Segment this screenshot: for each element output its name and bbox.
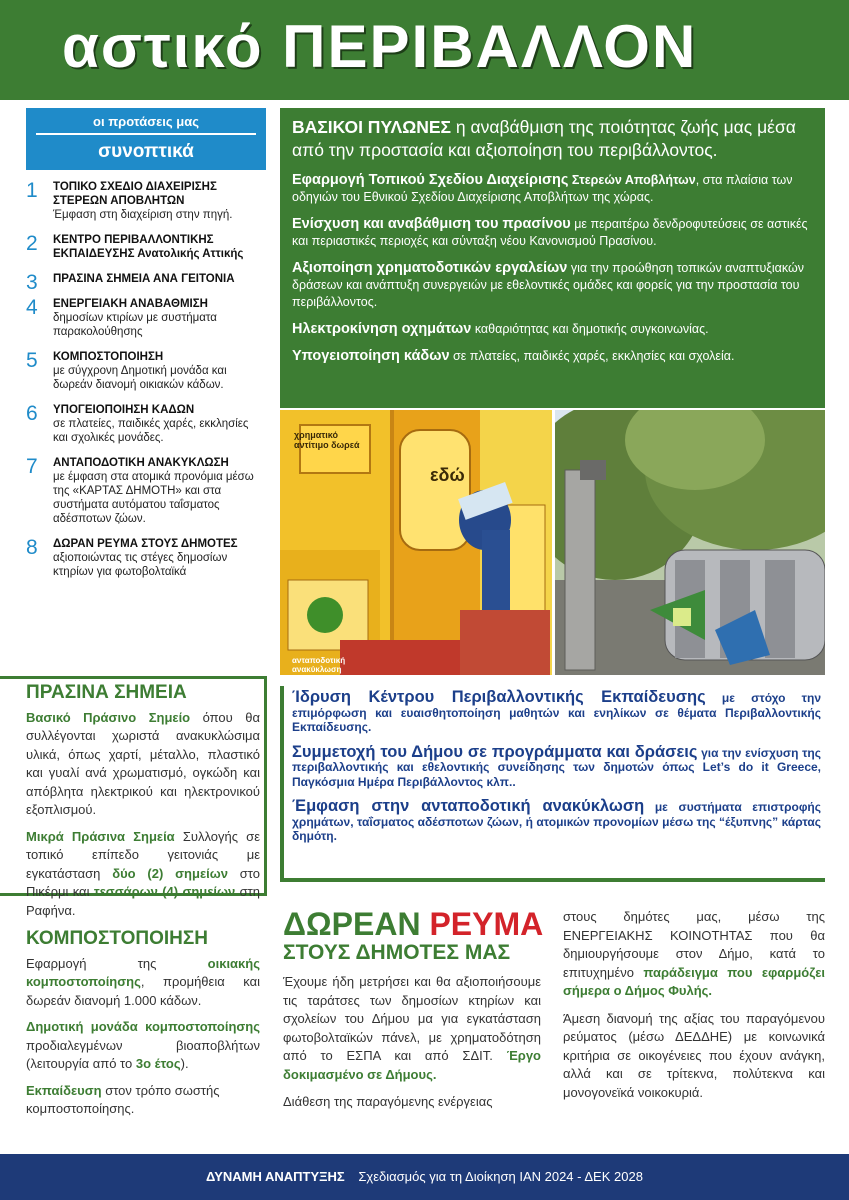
bold-term: δύο (2) σημείων: [112, 865, 228, 881]
pillar-bold: Αξιοποίηση χρηματοδοτικών εργαλείων: [292, 260, 568, 276]
green-points-heading: ΠΡΑΣΙΝΑ ΣΗΜΕΙΑ: [26, 682, 187, 703]
item-number: 3: [26, 271, 38, 294]
green-points-section: [26, 684, 260, 1127]
item-title: ΚΟΜΠΟΣΤΟΠΟΙΗΣΗ: [53, 351, 164, 363]
summary-header: [26, 108, 266, 170]
pillars-box: [280, 108, 825, 408]
item-title: ΔΩΡΑΝ ΡΕΥΜΑ ΣΤΟΥΣ ΔΗΜΟΤΕΣ: [53, 538, 238, 550]
footer-bar: [0, 1154, 849, 1200]
header-banner: [0, 0, 849, 100]
education-box: [280, 686, 825, 882]
underground-bins-photo: [555, 410, 825, 675]
education-text: για την ενίσχυση της περιβαλλοντικής και εθελοντικής συνείδησης των δημοτών όπως Let’s do it Greece, Παγκόσμια Ημέρα Περιβάλλοντος κλπ..: [292, 745, 821, 789]
pillar-bold: Υπογειοποίηση κάδων: [292, 348, 450, 364]
bold-term: Εκπαίδευση: [26, 1082, 102, 1098]
footer-brand: ΔΥΝΑΜΗ ΑΝΑΠΤΥΞΗΣ: [206, 1169, 345, 1184]
item-description: αξιοποιώντας τις στέγες δημοσίων κτηρίων για φωτοβολταϊκά: [53, 552, 228, 578]
item-title: ΑΝΤΑΠΟΔΟΤΙΚΗ ΑΝΑΚΥΚΛΩΣΗ: [53, 457, 229, 469]
body-text: στον τρόπο σωστής κομποστοποίησης.: [26, 1082, 220, 1116]
item-number: 1: [26, 179, 38, 202]
body-text: ).: [180, 1056, 189, 1071]
item-title: ΚΕΝΤΡΟ ΠΕΡΙΒΑΛΛΟΝΤΙΚΗΣ ΕΚΠΑΙΔΕΥΣΗΣ Ανατολικής Αττικής: [53, 234, 244, 260]
item-title: ΥΠΟΓΕΙΟΠΟΙΗΣΗ ΚΑΔΩΝ: [53, 404, 195, 416]
free-power-col1-p1: [283, 973, 541, 1084]
composting-p1: [26, 955, 260, 1011]
body-text: στη Ραφήνα.: [26, 884, 260, 918]
pillars-heading-bold: ΒΑΣΙΚΟΙ ΠΥΛΩΝΕΣ: [292, 117, 452, 137]
free-power-column-2: [563, 908, 825, 1111]
bold-term: Δημοτική μονάδα κομποστοποίησης: [26, 1019, 260, 1034]
underground-bins-illustration: [555, 410, 825, 675]
education-text: με στόχο την επιμόρφωση και ευαισθητοποίηση μαθητών και ενηλίκων σε θέματα Περιβαλλοντικής Εκπαίδευσης.: [292, 691, 821, 734]
item-number: 2: [26, 232, 38, 255]
free-power-title: [283, 906, 543, 943]
green-points-small: [26, 828, 260, 921]
summary-item-4: [26, 297, 266, 339]
recycling-machine-photo: [280, 410, 552, 675]
item-description: με έμφαση στα ατομικά προνόμια μέσω της «ΚΑΡΤΑΣ ΔΗΜΟΤΗ» και στα συστήματα αυτόματου ταΐσματος αδέσποτων ζώων.: [53, 471, 254, 525]
page-title: αστικό ΠΕΡΙΒΑΛΛΟΝ: [62, 13, 698, 80]
education-item-2: [292, 742, 821, 790]
bold-term: τεσσάρων (4) σημείων: [93, 884, 236, 899]
summary-list: [26, 180, 266, 590]
summary-item-7: [26, 456, 266, 526]
bold-term: 3ο έτος: [135, 1056, 181, 1071]
body-text: Συλλογής σε τοπικό επίπεδο γειτονιάς με εγκατάσταση: [26, 828, 260, 881]
education-bold: Έμφαση στην ανταποδοτική ανακύκλωση: [292, 797, 645, 815]
footer-text: Σχεδιασμός για τη Διοίκηση ΙΑΝ 2024 - ΔΕΚ 2028: [358, 1169, 643, 1184]
body-text: προδιαλεγμένων βιοαποβλήτων (λειτουργία από το: [26, 1037, 260, 1071]
footer-content: [0, 1169, 849, 1184]
education-item-3: [292, 799, 821, 844]
free-power-col1-p2: Διάθεση της παραγόμενης ενέργειας: [283, 1094, 493, 1109]
summary-title: συνοπτικά: [98, 141, 194, 162]
free-power-title-part1: ΔΩΡΕΑΝ: [283, 906, 430, 942]
body-text: , προμήθεια και δωρεάν διανομή 1.000 κάδων.: [26, 974, 260, 1008]
summary-item-6: [26, 403, 266, 445]
pillar-item-5: [292, 348, 813, 365]
body-text: Εφαρμογή της: [26, 955, 208, 971]
bold-term: Βασικό Πράσινο Σημείο: [26, 709, 191, 725]
pillar-item-1: [292, 172, 813, 206]
item-title: ΠΡΑΣΙΝΑ ΣΗΜΕΙΑ ΑΝΑ ΓΕΙΤΟΝΙΑ: [53, 273, 235, 285]
bold-term: Έργο δοκιμασμένο σε Δήμους.: [283, 1048, 541, 1082]
item-title: ΤΟΠΙΚΟ ΣΧΕΔΙΟ ΔΙΑΧΕΙΡΙΣΗΣ ΣΤΕΡΕΩΝ ΑΠΟΒΛΗΤΩΝ: [53, 181, 217, 207]
pillar-bold: Εφαρμογή Τοπικού Σχεδίου Διαχείρισης: [292, 172, 569, 188]
education-bold: Συμμετοχή του Δήμου σε προγράμματα και δράσεις: [292, 742, 698, 761]
free-power-title-part2: ΡΕΥΜΑ: [429, 906, 544, 942]
item-description: σε πλατείες, παιδικές χαρές, εκκλησίες και σχολικές μονάδες.: [53, 418, 249, 444]
education-item-1: [292, 690, 821, 735]
body-text: όπου θα συλλέγονται χωριστά ανακυκλώσιμα υλικά, όπως χαρτί, μέταλλο, πλαστικό και γυαλί ανά χρωματισμό, ογκώδη και απόβλητα ηλεκτρικού και ηλεκτρονικού εξοπλισμού.: [26, 709, 260, 817]
summary-item-8: [26, 537, 266, 579]
summary-item-5: [26, 350, 266, 392]
pillar-text: σε πλατείες, παιδικές χαρές, εκκλησίες και σχολεία.: [449, 349, 735, 363]
free-power-col2-p2: Άμεση διανομή της αξίας του παραγόμενου ρεύματος (μέσω ΔΕΔΔΗΕ) με κοινωνικά κριτήρια σε οικογένειες που έχουν ανάγκη, αλλά και σε τρίτεκνα, πολύτεκνα και μονογονεϊκά νοικοκυριά.: [563, 1010, 825, 1100]
summary-divider: [36, 133, 256, 135]
pillar-item-4: [292, 321, 813, 338]
pillar-item-3: [292, 260, 813, 311]
item-description: με σύγχρονη Δημοτική μονάδα και δωρεάν διανομή οικιακών κάδων.: [53, 365, 227, 391]
machine-text: εδώ: [430, 465, 465, 485]
item-title: ΕΝΕΡΓΕΙΑΚΗ ΑΝΑΒΑΘΜΙΣΗ: [53, 298, 208, 310]
body-text: στο Πικέρμι και: [26, 865, 260, 899]
pillar-item-2: [292, 216, 813, 250]
machine-logo-text: ανταποδοτική ανακύκλωση: [292, 656, 346, 674]
composting-p2: [26, 1018, 260, 1074]
item-number: 8: [26, 536, 38, 559]
pillar-bold: Ενίσχυση και αναβάθμιση του πρασίνου: [292, 216, 571, 232]
item-number: 5: [26, 349, 38, 372]
summary-item-1: [26, 180, 266, 222]
free-power-subtitle: ΣΤΟΥΣ ΔΗΜΟΤΕΣ ΜΑΣ: [283, 941, 511, 964]
item-description: Έμφαση στη διαχείριση στην πηγή.: [53, 209, 233, 221]
free-power-col2-p1: [563, 908, 825, 1001]
pillars-heading: [292, 116, 813, 162]
composting-heading: ΚΟΜΠΟΣΤΟΠΟΙΗΣΗ: [26, 928, 209, 949]
composting-p3: [26, 1082, 260, 1119]
education-bold: Ίδρυση Κέντρου Περιβαλλοντικής Εκπαίδευσης: [292, 688, 706, 706]
pillar-bold: Ηλεκτροκίνηση οχημάτων: [292, 321, 472, 337]
summary-item-2: [26, 233, 266, 261]
item-number: 6: [26, 402, 38, 425]
summary-item-3: [26, 271, 266, 294]
pillar-text: με περαιτέρω δενδροφυτεύσεις σε αστικές και περιαστικές περιοχές και σύνταξη νέου Κανονισμού Πρασίνου.: [292, 217, 808, 248]
item-number: 4: [26, 296, 38, 319]
free-power-column-1: [283, 973, 541, 1121]
bold-term: οικιακής κομποστοποίησης: [26, 955, 260, 989]
pillar-text: καθαριότητας και δημοτικής συγκοινωνίας.: [471, 322, 709, 336]
education-text: με συστήματα επιστροφής χρημάτων, ταΐσματος αδέσποτων ζώων, ή ατομικών προνομίων μέσω της “έξυπνης” κάρτας δημότη.: [292, 800, 821, 843]
bold-term: Μικρά Πράσινα Σημεία: [26, 828, 175, 844]
pillars-heading-text: η αναβάθμιση της ποιότητας ζωής μας μέσα από την προστασία και αξιοποίηση του περιβάλλοντος.: [292, 117, 796, 160]
body-text: στους δημότες μας, μέσω της ΕΝΕΡΓΕΙΑΚΗΣ ΚΟΙΝΟΤΗΤΑΣ που θα δημιουργήσουμε στον Δήμο, κατά το επιτυχημένο: [563, 909, 825, 980]
body-text: Έχουμε ήδη μετρήσει και θα αξιοποιήσουμε τις ταράτσες των δημοσίων κτηρίων και σχολείων του Δήμου μα για εγκατάσταση φωτοβολταϊκών πάνελ, με χρηματοδότηση από το ΕΣΠΑ και από ΣΔΙΤ.: [283, 974, 541, 1063]
summary-subtitle: οι προτάσεις μας: [93, 114, 199, 129]
green-points-main: [26, 709, 260, 820]
item-description: δημοσίων κτιρίων με συστήματα παρακολούθησης: [53, 312, 217, 338]
bold-term: παράδειγμα που εφαρμόζει σήμερα ο Δήμος Φυλής.: [563, 964, 825, 998]
machine-label: χρηματικό αντίτιμο δωρεά: [294, 430, 360, 450]
item-number: 7: [26, 455, 38, 478]
pillar-bold-small: Στερεών Αποβλήτων: [568, 173, 696, 187]
pillar-text: , στα πλαίσια των οδηγιών του Εθνικού Σχεδίου Διαχείρισης Αποβλήτων της χώρας.: [292, 173, 793, 204]
pillar-text: για την προώθηση τοπικών αναπτυξιακών δράσεων και ανάπτυξη συνεργειών με εθελοντικές ομάδες και φορείς για την προστασία του περιβάλλοντος.: [292, 261, 804, 309]
